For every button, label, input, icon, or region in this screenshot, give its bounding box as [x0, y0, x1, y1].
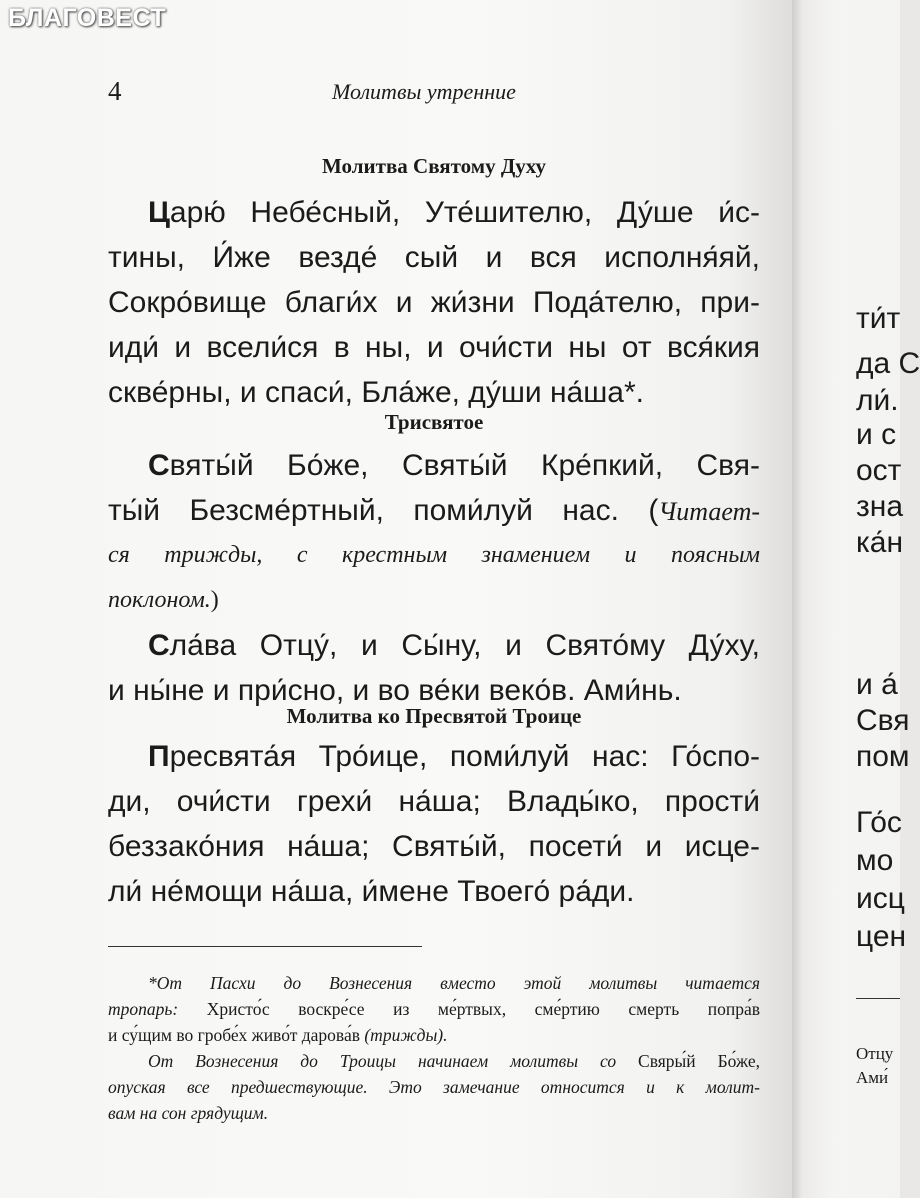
prayer-holy-spirit	[108, 190, 760, 415]
page-number: 4	[108, 76, 122, 106]
footnote-line: тропарь: Христо́с воскре́се из ме́ртвых, сме́ртию смерть попра́в	[108, 999, 760, 1019]
text-line: Царю́ Небе́сный, Уте́шителю, Ду́ше и́с-	[148, 196, 760, 229]
right-page-fragment: мо	[856, 844, 894, 877]
text-line: поклоном.)	[108, 587, 219, 613]
footnote-line: опуская все предшествующие. Это замечание относится и к молит-	[108, 1077, 760, 1097]
right-page-fragment: исц	[856, 882, 905, 915]
right-page-fragment: и а́	[856, 668, 898, 701]
right-page-footnote: Ами́	[856, 1068, 889, 1087]
section-title-holy-spirit: Молитва Святому Духу	[322, 154, 546, 178]
footnote-line: *От Пасхи до Вознесения вместо этой молитвы читается	[148, 973, 760, 993]
text-line: ди, очи́сти грехи́ на́ша; Влады́ко, прости́	[108, 785, 760, 818]
right-page-fragment: Свя	[856, 704, 910, 737]
prayer-holy-trinity	[108, 734, 760, 914]
footnote-line: вам на сон грядущим.	[108, 1103, 269, 1123]
right-page-edge	[792, 0, 900, 1198]
footnote-line: и су́щим во гробе́х живо́т дарова́в (трижды).	[108, 1025, 448, 1045]
text-line: Пресвята́я Тро́ице, поми́луй нас: Го́спо-	[148, 740, 760, 773]
text-line: иди́ и всели́ся в ны, и очи́сти ны от вся́кия	[108, 331, 760, 364]
right-page-fragment: пом	[856, 740, 910, 773]
prayer-trisagion	[108, 443, 760, 713]
right-page-fragment: и с	[856, 418, 897, 451]
right-page-fragment: ка́н	[856, 526, 904, 559]
watermark-text: БЛАГОВЕСТ	[8, 4, 167, 32]
section-title-trisagion: Трисвятое	[384, 410, 484, 434]
right-page-fragment: ти́т	[856, 302, 901, 335]
right-page-rule	[856, 998, 900, 999]
text-line: беззако́ния на́ша; Святы́й, посети́ и исце-	[108, 830, 760, 863]
right-page-fragment: да С	[856, 347, 920, 380]
footnote-rule	[108, 946, 422, 947]
right-page-fragment: Го́с	[856, 806, 902, 839]
right-page-fragment: цен	[856, 920, 907, 953]
right-page-fragment: ост	[856, 454, 902, 487]
text-line: скве́рны, и спаси́, Бла́же, ду́ши на́ша*.	[108, 376, 644, 409]
text-line: ся трижды, с крестным знамением и поясным	[108, 542, 760, 568]
right-page-fragment: ли́.	[856, 384, 899, 417]
text-line: Святы́й Бо́же, Святы́й Кре́пкий, Свя-	[148, 449, 760, 482]
text-line: Сокро́вище благи́х и жи́зни Пода́телю, при-	[108, 286, 760, 319]
text-line: и ны́не и при́сно, и во ве́ки веко́в. Ами́нь.	[108, 674, 682, 707]
right-page-fragment: зна	[856, 490, 904, 523]
footnote-line: От Вознесения до Троицы начинаем молитвы со Свяры́й Бо́же,	[148, 1051, 760, 1071]
section-title-holy-trinity: Молитва ко Пресвятой Троице	[286, 704, 582, 728]
running-head: Молитвы утренние	[332, 79, 516, 104]
text-line: Сла́ва Отцу́, и Сы́ну, и Свято́му Ду́ху,	[148, 629, 760, 662]
text-line: ты́й Безсме́ртный, поми́луй нас. (Читает-	[108, 494, 760, 527]
text-line: ли́ не́мощи на́ша, и́мене Твоего́ ра́ди.	[108, 875, 635, 908]
text-line: тины, И́же везде́ сый и вся исполня́яй,	[108, 241, 760, 274]
right-page-footnote: Отцу	[856, 1044, 894, 1063]
